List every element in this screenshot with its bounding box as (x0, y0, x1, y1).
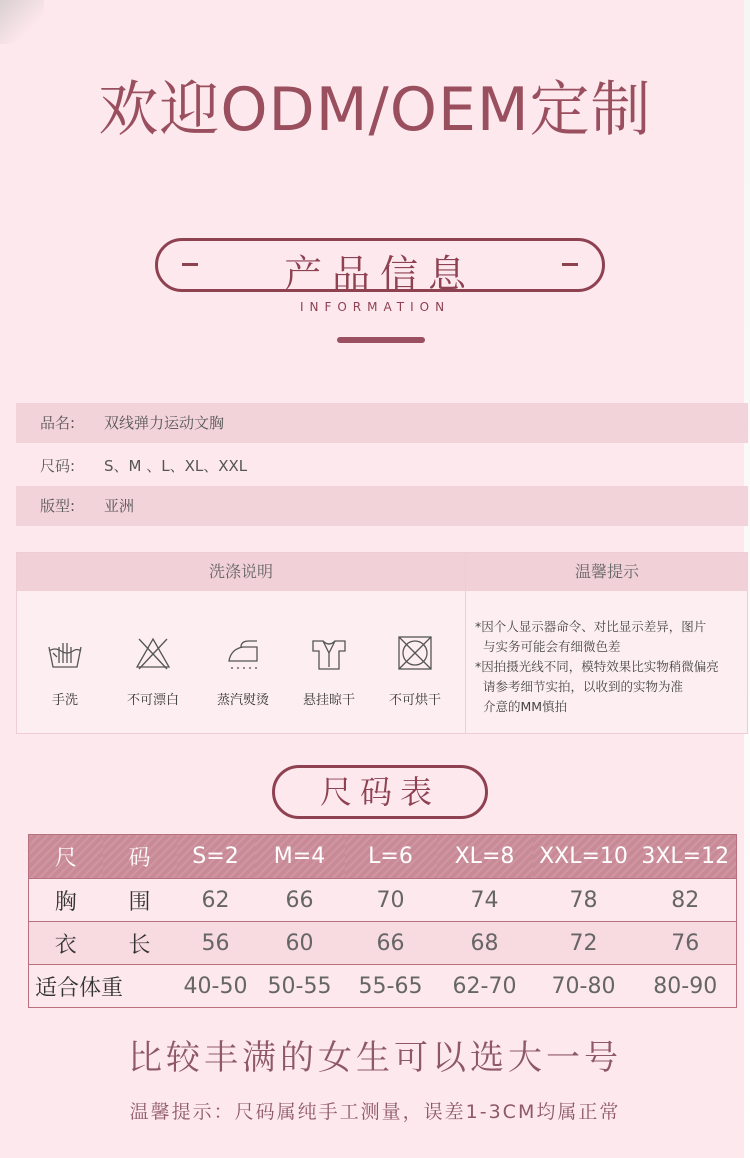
product-row-key: 尺码: (40, 457, 76, 475)
care-label: 不可烘干 (388, 693, 441, 708)
table-cell: 76 (635, 922, 737, 965)
hang-dry-icon (309, 633, 349, 673)
table-cell: 50-55 (255, 965, 345, 1008)
no-tumble-dry-icon (395, 633, 435, 673)
tips-header: 温馨提示 (466, 553, 748, 591)
care-item-hang-dry (291, 633, 367, 708)
header-cell: XL=8 (437, 835, 533, 879)
tip-line: *因个人显示器命令、对比显示差异，图片 (475, 619, 707, 634)
table-cell: 68 (437, 922, 533, 965)
product-row-value: 双线弹力运动文胸 (104, 414, 225, 432)
header-cell: XXL=10 (533, 835, 635, 879)
table-cell: 70 (345, 879, 437, 922)
product-row-key: 版型: (40, 497, 76, 515)
row-label: 围 (103, 879, 177, 922)
care-item-no-tumble-dry (377, 633, 453, 708)
table-row (29, 922, 737, 965)
row-label: 长 (103, 922, 177, 965)
table-cell: 62-70 (437, 965, 533, 1008)
table-cell: 72 (533, 922, 635, 965)
product-row-key: 品名: (40, 414, 76, 432)
tip-line: *因拍摄光线不同，模特效果比实物稍微偏亮 (475, 659, 719, 674)
product-row-size (16, 446, 748, 486)
care-label: 悬挂晾干 (302, 693, 355, 708)
table-row (29, 879, 737, 922)
hand-wash-icon (45, 633, 85, 673)
care-box (16, 552, 748, 734)
header-cell: M=4 (255, 835, 345, 879)
tip-line: 介意的MM慎拍 (483, 699, 568, 714)
main-title: 欢迎ODM/OEM定制 (98, 75, 652, 145)
row-label: 衣 (29, 922, 103, 965)
info-section-title: 产品信息 (283, 252, 476, 296)
size-chart-header-row (29, 835, 737, 879)
info-section-header (155, 238, 605, 296)
table-row (29, 965, 737, 1008)
steam-iron-icon (223, 633, 263, 673)
table-cell: 82 (635, 879, 737, 922)
table-cell: 60 (255, 922, 345, 965)
section-divider-bar (337, 337, 425, 343)
care-item-hand-wash (27, 633, 103, 708)
product-row-name (16, 403, 748, 443)
info-section-subtitle: INFORMATION (299, 300, 451, 314)
product-row-value: 亚洲 (104, 497, 135, 515)
dash-right (562, 263, 578, 266)
product-row-fit (16, 486, 748, 526)
table-cell: 70-80 (533, 965, 635, 1008)
table-cell: 80-90 (635, 965, 737, 1008)
table-cell: 78 (533, 879, 635, 922)
measurement-note: 温馨提示：尺码属纯手工测量，误差1-3CM均属正常 (129, 1101, 621, 1123)
header-cell: S=2 (177, 835, 255, 879)
wash-instructions-header: 洗涤说明 (17, 553, 465, 591)
tip-line: 请参考细节实拍，以收到的实物为准 (483, 679, 684, 694)
header-cell: 3XL=12 (635, 835, 737, 879)
table-cell: 62 (177, 879, 255, 922)
header-cell: 码 (103, 835, 177, 879)
tip-line: 与实务可能会有细微色差 (483, 639, 621, 654)
table-cell: 74 (437, 879, 533, 922)
care-divider (465, 553, 466, 733)
care-label: 手洗 (51, 693, 78, 708)
size-chart-title: 尺码表 (272, 765, 488, 819)
care-item-no-bleach (115, 633, 191, 708)
table-cell: 66 (255, 879, 345, 922)
row-label: 适合体重 (29, 965, 177, 1008)
tips-text (475, 617, 747, 717)
no-bleach-icon (133, 633, 173, 673)
corner-decoration (0, 0, 44, 44)
size-chart-table (28, 834, 737, 1008)
care-label: 不可漂白 (126, 693, 179, 708)
table-cell: 40-50 (177, 965, 255, 1008)
table-cell: 66 (345, 922, 437, 965)
product-row-value: S、M 、L、XL、XXL (104, 457, 248, 475)
size-advice: 比较丰满的女生可以选大一号 (128, 1038, 622, 1078)
care-label: 蒸汽熨烫 (216, 693, 269, 708)
table-cell: 55-65 (345, 965, 437, 1008)
care-item-steam-iron (205, 633, 281, 708)
header-cell: L=6 (345, 835, 437, 879)
row-label: 胸 (29, 879, 103, 922)
table-cell: 56 (177, 922, 255, 965)
header-cell: 尺 (29, 835, 103, 879)
